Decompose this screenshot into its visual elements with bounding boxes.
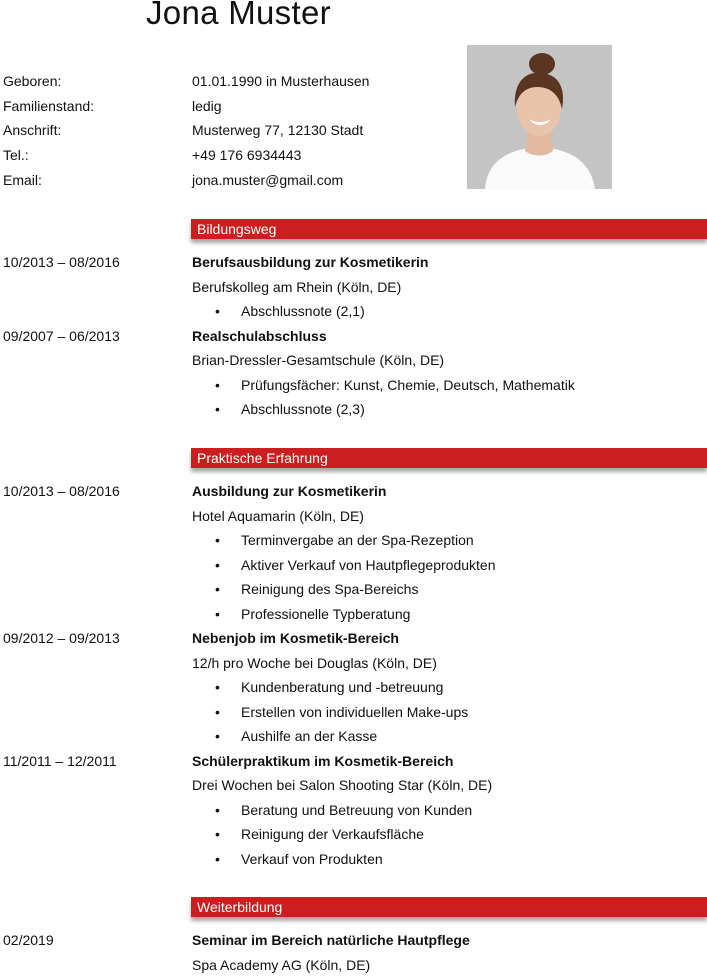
detail-label: Email:: [3, 169, 42, 191]
bullet-item: [0, 725, 707, 750]
bullet-icon: •: [215, 374, 220, 396]
training-list: [0, 929, 707, 978]
entry-subtitle-line: [0, 954, 707, 978]
bullet-text: Abschlussnote (2,1): [241, 300, 365, 322]
detail-value: +49 176 6934443: [192, 144, 301, 166]
bullet-text: Verkauf von Produkten: [241, 848, 383, 870]
bullet-item: [0, 701, 707, 726]
bullet-text: Aktiver Verkauf von Hautpflegeprodukten: [241, 554, 496, 576]
bullet-item: [0, 398, 707, 423]
detail-value: 01.01.1990 in Musterhausen: [192, 70, 369, 92]
page-title: Jona Muster: [146, 0, 331, 32]
bullet-text: Kundenberatung und -betreuung: [241, 676, 443, 698]
entry-subtitle-line: [0, 652, 707, 677]
bullet-text: Reinigung der Verkaufsfläche: [241, 823, 424, 845]
bullet-icon: •: [215, 578, 220, 600]
bullet-text: Terminvergabe an der Spa-Rezeption: [241, 529, 474, 551]
entry-header: [0, 627, 707, 652]
bullet-icon: •: [215, 529, 220, 551]
bullet-item: [0, 374, 707, 399]
bullet-item: [0, 529, 707, 554]
entry-date: 10/2013 – 08/2016: [3, 480, 120, 502]
entry-date: 09/2012 – 09/2013: [3, 627, 120, 649]
bullet-text: Aushilfe an der Kasse: [241, 725, 377, 747]
detail-label: Familienstand:: [3, 95, 94, 117]
entry-title: Schülerpraktikum im Kosmetik-Bereich: [192, 750, 453, 772]
entry-subtitle-line: [0, 276, 707, 301]
bullet-icon: •: [215, 823, 220, 845]
bullet-icon: •: [215, 701, 220, 723]
bullet-icon: •: [215, 398, 220, 420]
bullet-icon: •: [215, 676, 220, 698]
bullet-icon: •: [215, 848, 220, 870]
entry-date: 09/2007 – 06/2013: [3, 325, 120, 347]
entry-title: Realschulabschluss: [192, 325, 327, 347]
entry-title: Nebenjob im Kosmetik-Bereich: [192, 627, 399, 649]
entry-header: [0, 750, 707, 775]
entry-date: 02/2019: [3, 929, 54, 951]
bullet-item: [0, 300, 707, 325]
entry-subtitle-line: [0, 349, 707, 374]
profile-photo: [467, 45, 612, 189]
education-list: [0, 251, 707, 423]
detail-label: Tel.:: [3, 144, 29, 166]
experience-list: [0, 480, 707, 872]
portrait-image: [467, 45, 612, 189]
detail-value: Musterweg 77, 12130 Stadt: [192, 119, 363, 141]
bullet-icon: •: [215, 603, 220, 625]
entry-subtitle: Drei Wochen bei Salon Shooting Star (Köln, DE): [192, 774, 492, 796]
bullet-item: [0, 823, 707, 848]
section-title: Bildungsweg: [191, 221, 276, 237]
entry-header: [0, 480, 707, 505]
bullet-item: [0, 554, 707, 579]
entry-header: [0, 251, 707, 276]
entry-subtitle-line: [0, 505, 707, 530]
bullet-item: [0, 676, 707, 701]
bullet-text: Beratung und Betreuung von Kunden: [241, 799, 472, 821]
entry-subtitle: Hotel Aquamarin (Köln, DE): [192, 505, 364, 527]
entry-subtitle: Berufskolleg am Rhein (Köln, DE): [192, 276, 401, 298]
section-title: Weiterbildung: [191, 899, 282, 915]
bullet-icon: •: [215, 725, 220, 747]
entry-title: Seminar im Bereich natürliche Hautpflege: [192, 929, 470, 951]
entry-title: Ausbildung zur Kosmetikerin: [192, 480, 386, 502]
entry-header: [0, 325, 707, 350]
entry-date: 11/2011 – 12/2011: [3, 750, 117, 772]
entry-title: Berufsausbildung zur Kosmetikerin: [192, 251, 428, 273]
entry-subtitle-line: [0, 774, 707, 799]
bullet-item: [0, 799, 707, 824]
detail-value: jona.muster@gmail.com: [192, 169, 343, 191]
section-header-training: [191, 897, 707, 917]
section-title: Praktische Erfahrung: [191, 450, 328, 466]
entry-subtitle: 12/h pro Woche bei Douglas (Köln, DE): [192, 652, 437, 674]
entry-header: [0, 929, 707, 954]
section-header-experience: [191, 448, 707, 468]
bullet-text: Prüfungsfächer: Kunst, Chemie, Deutsch, Mathematik: [241, 374, 575, 396]
detail-value: ledig: [192, 95, 222, 117]
bullet-item: [0, 578, 707, 603]
section-header-education: [191, 219, 707, 239]
bullet-text: Professionelle Typberatung: [241, 603, 410, 625]
bullet-icon: •: [215, 554, 220, 576]
entry-subtitle: Spa Academy AG (Köln, DE): [192, 954, 370, 976]
bullet-icon: •: [215, 799, 220, 821]
bullet-item: [0, 603, 707, 628]
bullet-text: Reinigung des Spa-Bereichs: [241, 578, 418, 600]
detail-label: Anschrift:: [3, 119, 61, 141]
entry-date: 10/2013 – 08/2016: [3, 251, 120, 273]
bullet-item: [0, 848, 707, 873]
entry-subtitle: Brian-Dressler-Gesamtschule (Köln, DE): [192, 349, 444, 371]
bullet-text: Abschlussnote (2,3): [241, 398, 365, 420]
detail-label: Geboren:: [3, 70, 61, 92]
bullet-icon: •: [215, 300, 220, 322]
bullet-text: Erstellen von individuellen Make-ups: [241, 701, 468, 723]
